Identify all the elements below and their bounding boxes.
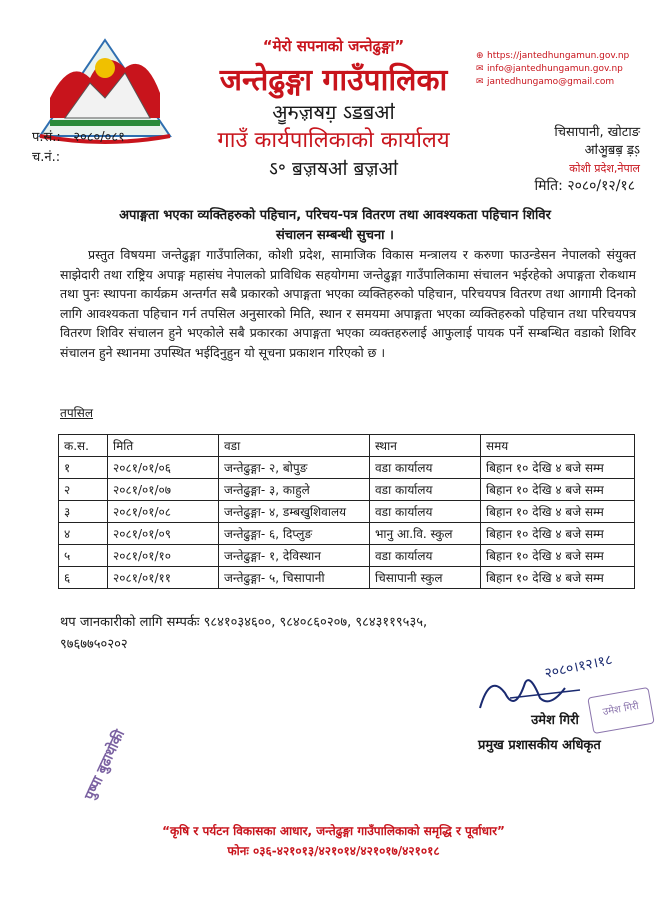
cell-sn: ६ (59, 567, 108, 589)
website-row[interactable] (476, 50, 629, 63)
col-ward: वडा (219, 435, 370, 457)
cell-place: वडा कार्यालय (370, 545, 481, 567)
table-row (59, 501, 635, 523)
cell-time: बिहान १० देखि ४ बजे सम्म (481, 501, 635, 523)
globe-icon: ⊕ (476, 51, 484, 61)
cell-ward: जन्तेढुङ्गा- २, बोपुङ (219, 457, 370, 479)
cell-ward: जन्तेढुङ्गा- १, देविस्थान (219, 545, 370, 567)
stamp2-text: पुष्पा बुढाथोकी (81, 727, 129, 803)
reference-block (32, 128, 125, 168)
cell-date: २०८१/०१/०७ (108, 479, 219, 501)
notice-body (60, 245, 636, 362)
cell-date: २०८१/०१/०९ (108, 523, 219, 545)
stamp-text: उमेश गिरी (601, 700, 640, 719)
cell-place: वडा कार्यालय (370, 479, 481, 501)
signatory-title: प्रमुख प्रशासकीय अधिकृत (478, 738, 601, 753)
signatory-name: उमेश गिरी (531, 713, 579, 728)
secondary-stamp (36, 701, 174, 829)
table-header-row (59, 435, 635, 457)
cell-ward: जन्तेढुङ्गा- ६, दिप्लुङ (219, 523, 370, 545)
cell-date: २०८१/०१/१० (108, 545, 219, 567)
cell-date: २०८१/०१/०६ (108, 457, 219, 479)
cell-place: वडा कार्यालय (370, 501, 481, 523)
table-row (59, 545, 635, 567)
motto: “मेरो सपनाको जन्तेढुङ्गा” (262, 37, 405, 55)
chalani-label: च.नं.: (32, 150, 61, 165)
schedule-table (58, 434, 635, 589)
table-row (59, 457, 635, 479)
cell-date: २०८१/०१/०८ (108, 501, 219, 523)
footer-slogan: “कृषि र पर्यटन विकासका आधार, जन्तेढुङ्गा गाउँपालिकाको समृद्धि र पूर्वाधार” (162, 824, 505, 838)
mail-icon: ✉ (476, 77, 484, 87)
date-value: २०८०/१२/१८ (567, 178, 635, 194)
cell-sn: १ (59, 457, 108, 479)
table-row (59, 479, 635, 501)
col-date: मिति (108, 435, 219, 457)
address-line-3: कोशी प्रदेश,नेपाल (569, 162, 640, 175)
email-link-1[interactable]: info@jantedhungamun.gov.np (487, 64, 623, 74)
date-line (470, 176, 635, 195)
body-paragraph: प्रस्तुत विषयमा जन्तेढुङ्गा गाउँपालिका, कोशी प्रदेश, सामाजिक विकास मन्त्रालय र करुणा फाउन्डेसन नेपालको संयुक्त साझेदारी तथा राष्ट्रिय अपाङ्ग महासंघ नेपालको प्राविधिक सहयोगमा जन्तेढुङ्गा गाउँपालिकामा संचालन भईरहेको अपाङ्गता रोकथाम तथा पुनः स्थापना कार्यक्रम अन्तर्गत सबै प्रकारको अपाङ्गता भएका व्यक्तिहरुको पहिचान, परिचयपत्र वितरण तथा आगामी दिनको लागि आवश्यकता पहिचान गर्न तपसिल अनुसारको मिति, स्थान र समयमा अपाङ्गता भएका व्यक्तिहरुको पहिचान तथा परिचयपत्र वितरण शिविर संचालन हुने भएकोले सबै प्रकारका अपाङ्गता भएका व्यक्तहरुलाई आफुलाई पायक पर्ने सम्बन्धित वडाको शिविर संचालन हुने स्थानमा उपस्थित भईदिनुहुन यो सूचना प्रकाशन गरिएको छ । (60, 247, 636, 360)
email-row[interactable] (476, 76, 629, 89)
cell-sn: २ (59, 479, 108, 501)
col-time: समय (481, 435, 635, 457)
cell-ward: जन्तेढुङ्गा- ५, चिसापानी (219, 567, 370, 589)
cell-place: भानु आ.वि. स्कुल (370, 523, 481, 545)
table-row (59, 567, 635, 589)
cell-time: बिहान १० देखि ४ बजे सम्म (481, 523, 635, 545)
cell-place: वडा कार्यालय (370, 457, 481, 479)
contact-info (476, 50, 629, 89)
cell-time: बिहान १० देखि ४ बजे सम्म (481, 457, 635, 479)
address-line-2: ॴॷॿॿ़ ॾ़ऽ़ (584, 143, 640, 158)
schedule-label: तपसिल (60, 406, 94, 420)
cell-sn: ३ (59, 501, 108, 523)
org-name-code: ॷॸॹॺॻ़ ऽॾॿॴ (272, 100, 395, 124)
mail-icon: ✉ (476, 64, 484, 74)
col-sn: क.स. (59, 435, 108, 457)
col-place: स्थान (370, 435, 481, 457)
email-link-2[interactable]: jantedhungamo@gmail.com (487, 77, 615, 87)
office-address (510, 124, 640, 178)
date-label: मिति: (534, 178, 563, 194)
subject-line-2: संचालन सम्बन्धी सुचना । (276, 228, 394, 243)
patra-value: २०८०/०८१ (73, 130, 125, 145)
cell-sn: ५ (59, 545, 108, 567)
cell-ward: जन्तेढुङ्गा- ३, काहुले (219, 479, 370, 501)
patra-label: प.सं.: (32, 130, 61, 145)
subject-line-1: अपाङ्गता भएका व्यक्तिहरुको पहिचान, परिचय-पत्र वितरण तथा आवश्यकता पहिचान शिविर (119, 208, 551, 223)
org-name: जन्तेढुङ्गा गाउँपालिका (219, 63, 448, 98)
address-line-1: चिसापानी, खोटाङ (554, 125, 640, 140)
cell-time: बिहान १० देखि ४ बजे सम्म (481, 479, 635, 501)
website-link[interactable]: https://jantedhungamun.gov.np (487, 51, 630, 61)
cell-place: चिसापानी स्कुल (370, 567, 481, 589)
subject (40, 206, 630, 246)
footer-phone: फोनः ०३६-४२१०१३/४२१०१४/४२१०१७/४२१०१८ (227, 844, 440, 858)
cell-ward: जन्तेढुङ्गा- ४, डम्बखुशिवालय (219, 501, 370, 523)
office-code: ऽ॰ ॿॹॺॴ ॿॹॴ (269, 158, 398, 180)
cell-sn: ४ (59, 523, 108, 545)
email-row[interactable] (476, 63, 629, 76)
table-row (59, 523, 635, 545)
handwritten-date: २०८०।१२।१८ (543, 652, 614, 682)
cell-date: २०८१/०१/११ (108, 567, 219, 589)
office-name: गाउँ कार्यपालिकाको कार्यालय (217, 128, 450, 153)
contact-numbers: थप जानकारीको लागि सम्पर्कः ९८४१०३४६००, ९८४०८६०२०७, ९८४३११९५३५, ९७६७७५०२०२ (60, 615, 428, 652)
cell-time: बिहान १० देखि ४ बजे सम्म (481, 567, 635, 589)
cell-time: बिहान १० देखि ४ बजे सम्म (481, 545, 635, 567)
